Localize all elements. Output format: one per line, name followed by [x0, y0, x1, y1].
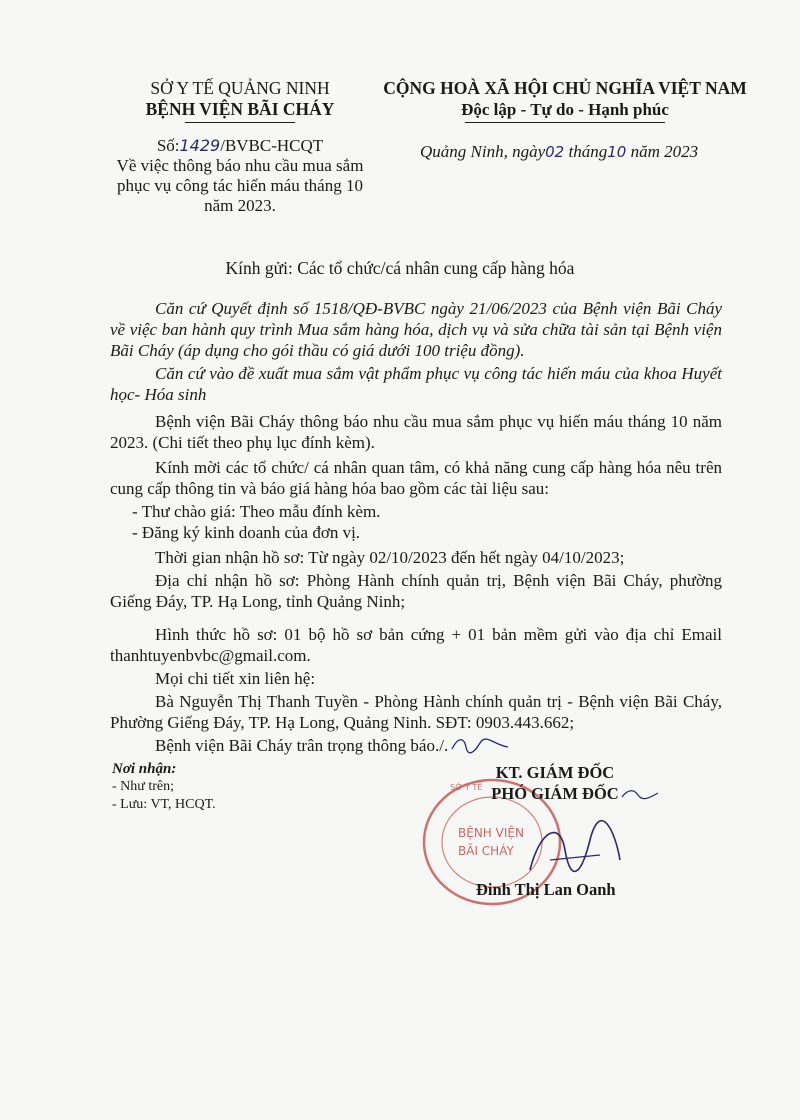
- body-paragraph-address: Địa chỉ nhận hồ sơ: Phòng Hành chính quản trị, Bệnh viện Bãi Cháy, phường Giếng Đáy, TP. Hạ Long, tỉnh Quảng Ninh;: [110, 571, 722, 611]
- national-motto: Độc lập - Tự do - Hạnh phúc: [461, 100, 669, 119]
- header-right-underline: [465, 122, 665, 123]
- signer-name: Đinh Thị Lan Oanh: [476, 880, 616, 899]
- body-paragraph-legal-basis: Căn cứ Quyết định số 1518/QĐ-BVBC ngày 21/06/2023 của Bệnh viện Bãi Cháy về việc ban hành quy trình Mua sắm hàng hóa, dịch vụ và sửa chữa tài sản tại Bệnh viện Bãi Cháy (áp dụng cho gói thầu có giá dưới 100 triệu đồng).: [110, 299, 722, 360]
- date-month-word: tháng: [568, 142, 608, 161]
- body-paragraph-contact-intro: Mọi chi tiết xin liên hệ:: [155, 669, 316, 688]
- svg-text:SỞ Y TẾ: SỞ Y TẾ: [450, 783, 483, 792]
- stamp-line-2: BÃI CHÁY: [458, 844, 514, 858]
- country-name: CỘNG HOÀ XÃ HỘI CHỦ NGHĨA VIỆT NAM: [383, 78, 747, 98]
- initial-scribble: [450, 735, 510, 755]
- date-place: Quảng Ninh, ngày: [420, 142, 546, 161]
- document-body: [110, 298, 722, 756]
- initial-scribble-2: [620, 787, 660, 801]
- date-line: [420, 142, 720, 162]
- body-paragraph-invitation: Kính mời các tổ chức/ cá nhân quan tâm, có khả năng cung cấp hàng hóa nêu trên cung cấp thông tin và báo giá hàng hóa bao gồm các tài liệu sau:: [110, 458, 722, 498]
- date-day: 02: [545, 143, 565, 161]
- document-number: [120, 135, 360, 156]
- handwritten-signature: [520, 810, 630, 890]
- body-paragraph-contact: Bà Nguyễn Thị Thanh Tuyền - Phòng Hành chính quản trị - Bệnh viện Bãi Cháy, Phường Giếng Đáy, TP. Hạ Long, Quảng Ninh. SĐT: 0903.443.662;: [110, 692, 722, 732]
- signature-title-2: PHÓ GIÁM ĐỐC: [491, 784, 619, 803]
- signature-title-1: KT. GIÁM ĐỐC: [495, 763, 615, 782]
- doc-number-prefix: Số:: [156, 136, 180, 155]
- stamp-line-1: BỆNH VIỆN: [458, 826, 524, 840]
- date-year: năm 2023: [630, 142, 699, 161]
- salutation: Kính gửi: Các tổ chức/cá nhân cung cấp hàng hóa: [225, 258, 575, 278]
- recipient-item: - Như trên;: [112, 779, 175, 794]
- header-left: [120, 78, 360, 123]
- recipients-title: Nơi nhận:: [112, 761, 177, 777]
- body-paragraph-proposal: Căn cứ vào đề xuất mua sắm vật phẩm phục vụ công tác hiến máu của khoa Huyết học- Hóa sinh: [110, 364, 722, 404]
- recipient-item: - Lưu: VT, HCQT.: [112, 797, 216, 812]
- body-paragraph-closing: Bệnh viện Bãi Cháy trân trọng thông báo./.: [155, 736, 449, 755]
- body-paragraph-submission-format: Hình thức hồ sơ: 01 bộ hồ sơ bản cứng + 01 bản mềm gửi vào địa chỉ Email thanhtuyenbvbc@gmail.com.: [110, 625, 722, 665]
- date-month: 10: [607, 143, 627, 161]
- document-subject: Về việc thông báo nhu cầu mua sắm phục vụ công tác hiến máu tháng 10 năm 2023.: [116, 156, 364, 215]
- recipients-block: [112, 760, 312, 814]
- organization-name: BỆNH VIỆN BÃI CHÁY: [145, 99, 335, 119]
- doc-number-handwritten: 1429: [179, 136, 221, 155]
- body-bullet-license: - Đăng ký kinh doanh của đơn vị.: [132, 523, 361, 542]
- signature-block: [470, 762, 640, 804]
- header-left-underline: [185, 122, 295, 123]
- department-name: SỞ Y TẾ QUẢNG NINH: [150, 78, 330, 98]
- body-paragraph-deadline: Thời gian nhận hồ sơ: Từ ngày 02/10/2023 đến hết ngày 04/10/2023;: [155, 548, 625, 567]
- header-right: [375, 78, 755, 123]
- body-bullet-quote: - Thư chào giá: Theo mẫu đính kèm.: [132, 502, 381, 521]
- body-paragraph-announcement: Bệnh viện Bãi Cháy thông báo nhu cầu mua sắm phục vụ hiến máu tháng 10 năm 2023. (Chi tiết theo phụ lục đính kèm).: [110, 412, 722, 452]
- doc-number-suffix: /BVBC-HCQT: [220, 136, 324, 155]
